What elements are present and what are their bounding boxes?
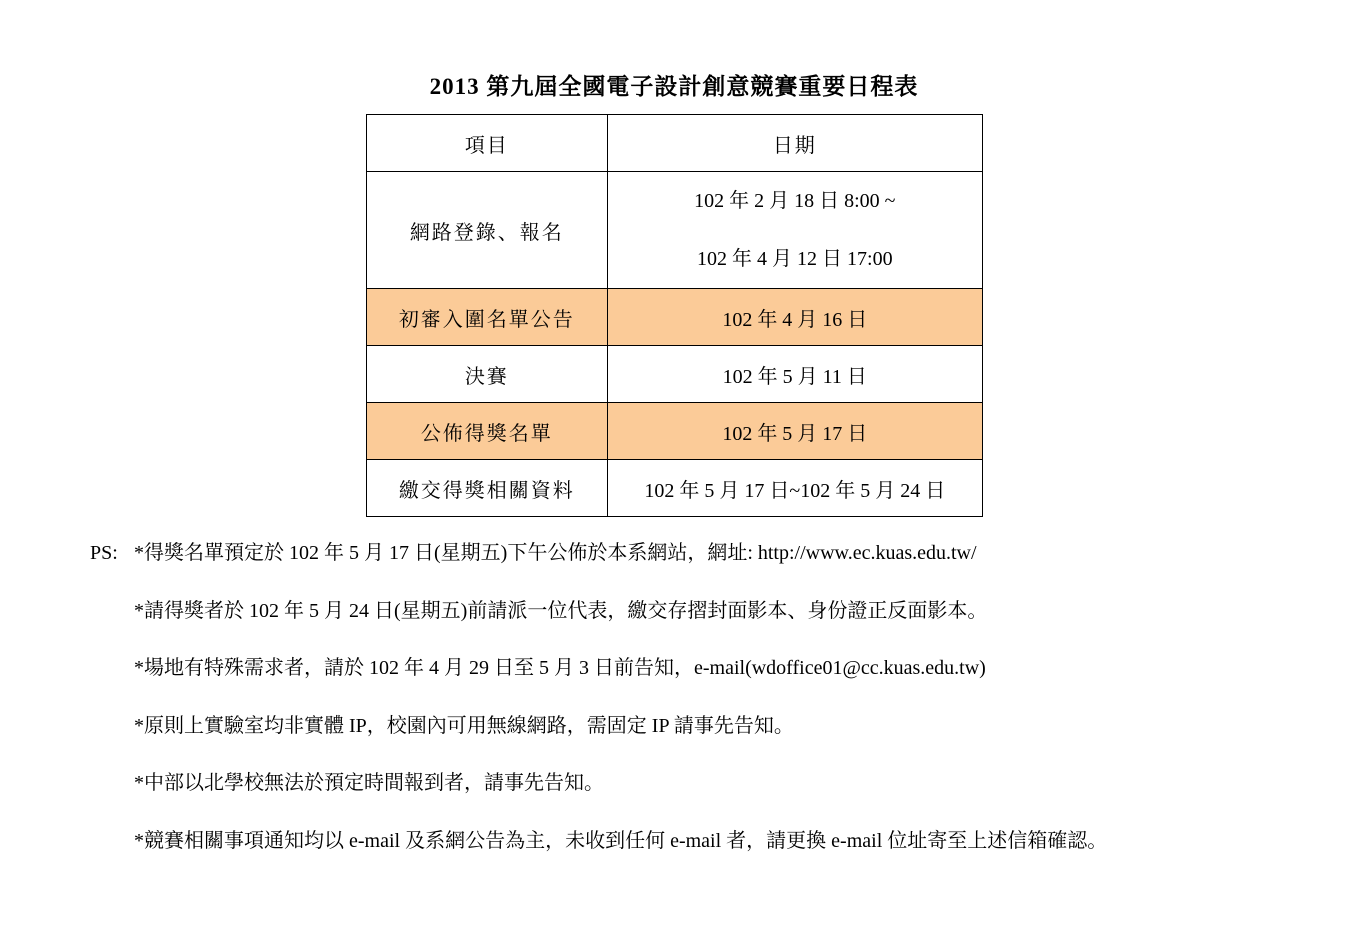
row-date: 102 年 5 月 17 日 (607, 403, 982, 460)
note-item (90, 596, 1320, 654)
note-item (90, 653, 1320, 711)
table-row (367, 403, 983, 460)
notes-section (90, 538, 1320, 883)
header-item: 項目 (367, 115, 608, 172)
row-item: 決賽 (367, 346, 608, 403)
note-item (90, 768, 1320, 826)
notes-prefix: PS: (90, 542, 118, 564)
table-header-row (367, 115, 983, 172)
table-row (367, 289, 983, 346)
note-text: *請得獎者於 102 年 5 月 24 日(星期五)前請派一位代表，繳交存摺封面影本、身份證正反面影本。 (134, 599, 988, 622)
note-text: *場地有特殊需求者，請於 102 年 4 月 29 日至 5 月 3 日前告知，e-mail(wdoffice01@cc.kuas.edu.tw) (134, 657, 986, 679)
row-date: 102 年 4 月 16 日 (607, 289, 982, 346)
date-line: 102 年 4 月 12 日 17:00 (697, 248, 893, 270)
note-item (90, 826, 1320, 884)
date-line: 102 年 2 月 18 日 8:00 ~ (694, 190, 896, 212)
note-item (90, 711, 1320, 769)
row-item: 公佈得獎名單 (367, 403, 608, 460)
row-date: 102 年 5 月 11 日 (607, 346, 982, 403)
table-row (367, 172, 983, 289)
note-text: *中部以北學校無法於預定時間報到者，請事先告知。 (134, 772, 604, 794)
table-row (367, 346, 983, 403)
note-text: *原則上實驗室均非實體 IP，校園內可用無線網路，需固定 IP 請事先告知。 (134, 714, 794, 737)
row-date (607, 172, 982, 289)
row-item: 繳交得獎相關資料 (367, 460, 608, 517)
note-item (90, 538, 1320, 596)
note-text: *競賽相關事項通知均以 e-mail 及系網公告為主，未收到任何 e-mail 者，請更換 e-mail 位址寄至上述信箱確認。 (134, 829, 1108, 852)
note-text: *得獎名單預定於 102 年 5 月 17 日(星期五)下午公佈於本系網站，網址: http://www.ec.kuas.edu.tw/ (134, 542, 977, 564)
row-item: 網路登錄、報名 (367, 172, 608, 289)
header-date: 日期 (607, 115, 982, 172)
schedule-table (366, 114, 983, 517)
row-item: 初審入圍名單公告 (367, 289, 608, 346)
table-row (367, 460, 983, 517)
row-date: 102 年 5 月 17 日~102 年 5 月 24 日 (607, 460, 982, 517)
page-title: 2013 第九屆全國電子設計創意競賽重要日程表 (429, 74, 919, 99)
